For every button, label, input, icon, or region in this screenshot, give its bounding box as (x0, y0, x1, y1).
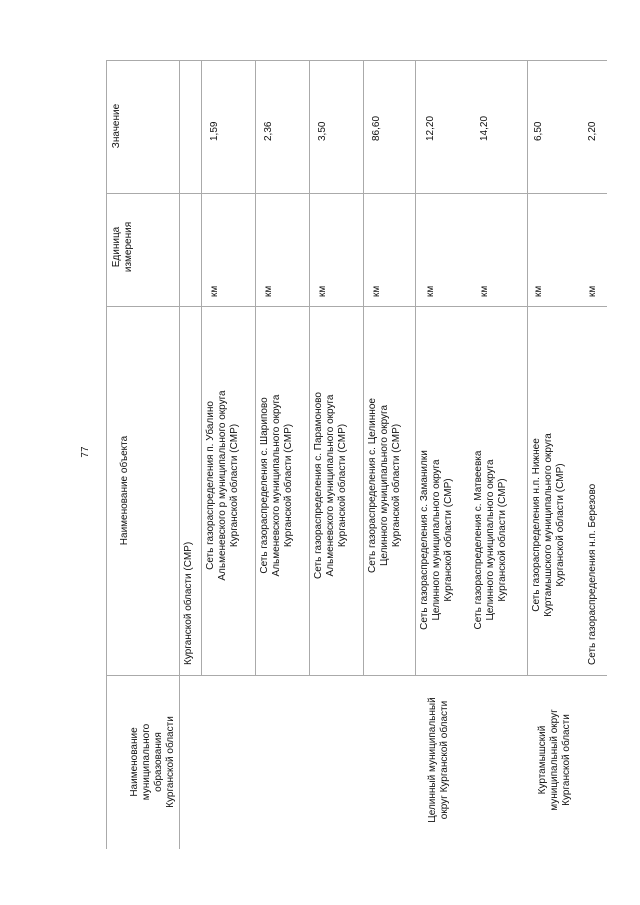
value-cell: 86,60 (371, 115, 382, 141)
value-cell: 14,20 (479, 115, 490, 141)
row-divider (107, 675, 607, 676)
unit-cell: км (263, 285, 274, 297)
value-cell: 3,50 (317, 121, 328, 141)
object-cell: Курганской области (СМР) (183, 541, 194, 665)
unit-cell: км (533, 285, 544, 297)
unit-cell: км (371, 285, 382, 297)
column-divider (415, 61, 416, 675)
header-unit: Единица измерения (111, 221, 134, 273)
municipality-cell: Куртамышский муниципальный округ Курганской области (537, 709, 572, 811)
unit-cell: км (317, 285, 328, 297)
column-divider (527, 61, 528, 675)
column-divider (363, 61, 364, 675)
object-cell: Сеть газораспределения н.п. Березово (587, 483, 598, 665)
object-cell: Сеть газораспределения с. Матвеевка Целинного муниципального округа Курганской области (СМР) (473, 450, 508, 630)
unit-cell: км (479, 285, 490, 297)
header-object: Наименование объекта (119, 435, 130, 546)
column-divider (179, 61, 180, 849)
column-divider (201, 61, 202, 675)
data-table (106, 60, 607, 849)
column-divider (309, 61, 310, 675)
object-cell: Сеть газораспределения н.п. Нижнее Куртамышского муниципального округа Курганской области (СМР) (531, 433, 566, 617)
value-cell: 12,20 (425, 115, 436, 141)
value-cell: 6,50 (533, 121, 544, 141)
object-cell: Сеть газораспределения с. Целинное Целинного муниципального округа Курганской области (СМР) (367, 398, 402, 573)
header-value: Значение (111, 103, 122, 149)
municipality-cell: Целинный муниципальный округ Курганской области (427, 697, 450, 823)
unit-cell: км (587, 285, 598, 297)
page-number: 77 (80, 446, 91, 458)
object-cell: Сеть газораспределения с. Парамоново Альменевского муниципального округа Курганской области (СМР) (313, 392, 348, 579)
object-cell: Сеть газораспределения с. Заманилки Целинного муниципального округа Курганской области (СМР) (419, 450, 454, 630)
value-cell: 2,36 (263, 121, 274, 141)
unit-cell: км (425, 285, 436, 297)
value-cell: 2,20 (587, 121, 598, 141)
value-cell: 1,59 (209, 121, 220, 141)
row-divider (107, 306, 607, 307)
object-cell: Сеть газораспределения п. Убалино Альменевского р муниципального округа Курганской области (СМР) (205, 390, 240, 581)
unit-cell: км (209, 285, 220, 297)
row-divider (107, 193, 607, 194)
header-municipality: Наименование муниципального образования Курганской области (129, 716, 176, 808)
object-cell: Сеть газораспределения с. Шарипово Альменевского муниципального округа Курганской области (СМР) (259, 394, 294, 577)
column-divider (255, 61, 256, 675)
